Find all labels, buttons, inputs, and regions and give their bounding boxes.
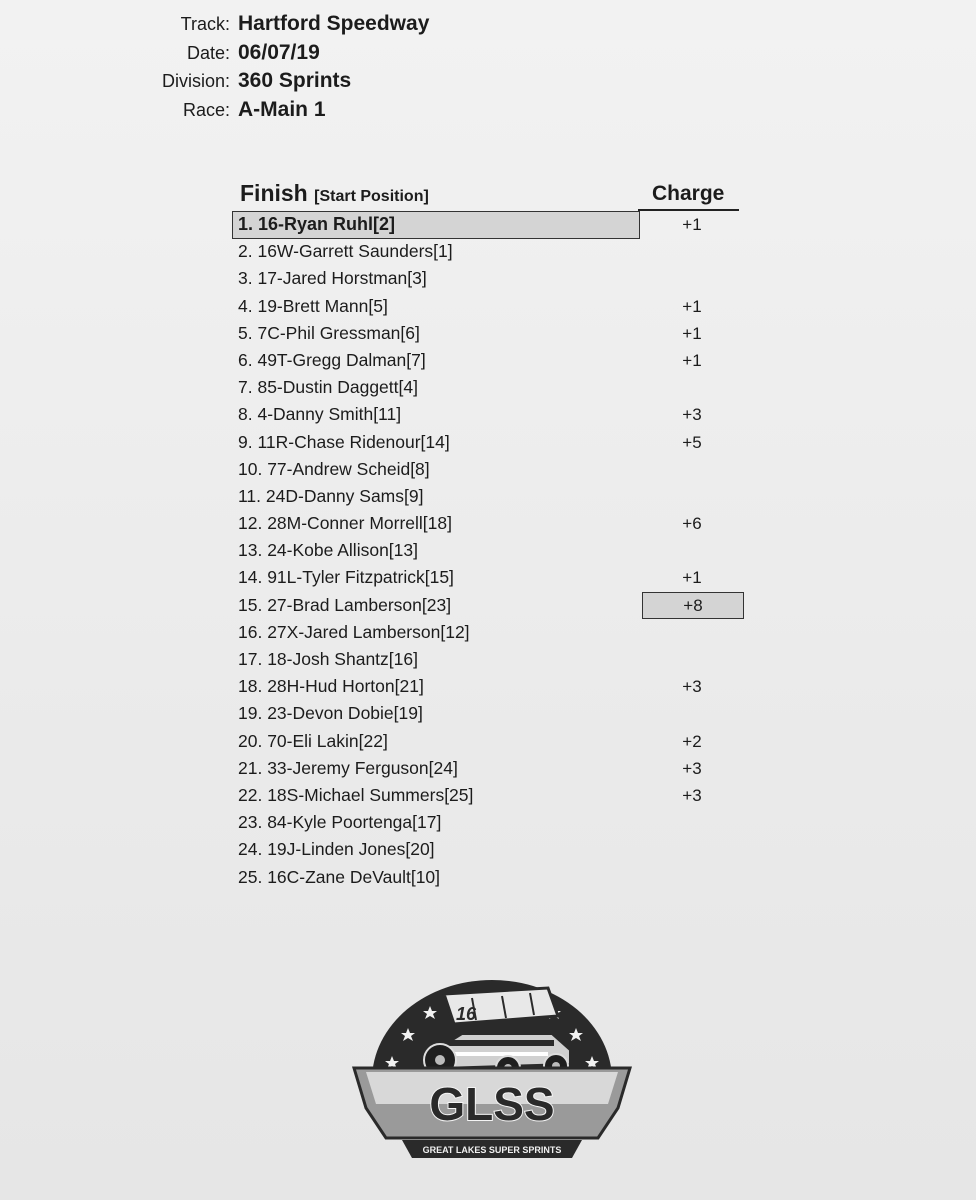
- car-number: 16: [456, 1004, 477, 1024]
- result-driver: 12. 28M-Conner Morrell[18]: [238, 513, 452, 534]
- result-driver: 8. 4-Danny Smith[11]: [238, 404, 402, 425]
- race-info: [150, 12, 550, 126]
- result-row: [232, 238, 752, 265]
- result-driver: 9. 11R-Chase Ridenour[14]: [238, 431, 450, 452]
- result-charge: +3: [682, 677, 702, 697]
- result-charge: +1: [682, 350, 702, 370]
- result-row: [232, 782, 752, 809]
- result-driver: 17. 18-Josh Shantz[16]: [238, 649, 418, 669]
- track-row: [150, 12, 550, 41]
- division-label: Division:: [161, 71, 230, 91]
- results-list: [232, 211, 752, 891]
- result-row: [232, 755, 752, 782]
- result-row: [232, 700, 752, 727]
- result-charge: +2: [682, 731, 702, 751]
- result-driver: 5. 7C-Phil Gressman[6]: [238, 322, 420, 343]
- glss-logo-graphic: [352, 968, 632, 1164]
- result-driver: 3. 17-Jared Horstman[3]: [238, 268, 427, 289]
- result-charge: +3: [682, 785, 702, 805]
- result-row: [232, 293, 752, 320]
- race-value: A-Main 1: [238, 97, 326, 121]
- result-driver: 16. 27X-Jared Lamberson[12]: [238, 621, 470, 642]
- race-row: [150, 98, 550, 127]
- result-driver: 18. 28H-Hud Horton[21]: [238, 676, 424, 697]
- result-charge: +1: [682, 215, 702, 234]
- result-row: [232, 537, 752, 564]
- results-header: [238, 180, 738, 212]
- result-charge: +3: [682, 405, 702, 425]
- result-row: [232, 347, 752, 374]
- result-row: [232, 836, 752, 863]
- hard-charger-value: +8: [642, 592, 744, 619]
- result-row: [232, 809, 752, 836]
- date-label: Date:: [186, 42, 230, 63]
- result-row: [232, 592, 752, 619]
- result-charge: +1: [682, 296, 702, 316]
- result-driver: 10. 77-Andrew Scheid[8]: [238, 458, 430, 479]
- division-row: [150, 69, 550, 98]
- result-row: [232, 320, 752, 347]
- result-row: [232, 646, 752, 673]
- result-charge: +3: [682, 758, 702, 778]
- date-row: [150, 41, 550, 70]
- charge-heading: Charge: [652, 182, 725, 205]
- result-charge: +1: [682, 568, 702, 588]
- finish-heading: [240, 180, 429, 207]
- result-driver: 23. 84-Kyle Poortenga[17]: [238, 812, 442, 833]
- result-driver: 21. 33-Jeremy Ferguson[24]: [238, 757, 458, 778]
- result-driver: 11. 24D-Danny Sams[9]: [238, 485, 424, 506]
- result-row: [232, 265, 752, 292]
- result-driver: 2. 16W-Garrett Saunders[1]: [238, 241, 453, 262]
- result-row: [232, 211, 752, 238]
- result-driver: 14. 91L-Tyler Fitzpatrick[15]: [238, 567, 454, 588]
- result-driver: 1. 16-Ryan Ruhl[2]: [238, 214, 396, 234]
- result-driver: 19. 23-Devon Dobie[19]: [238, 703, 423, 724]
- race-label: Race:: [182, 99, 230, 120]
- result-row: [232, 374, 752, 401]
- result-row: [232, 564, 752, 591]
- date-value: 06/07/19: [238, 40, 320, 64]
- start-position-heading: [Start Position]: [314, 188, 429, 205]
- result-row: [232, 510, 752, 537]
- result-row: [232, 673, 752, 700]
- result-charge: +1: [682, 323, 702, 343]
- result-driver: 13. 24-Kobe Allison[13]: [238, 540, 418, 561]
- track-label: Track:: [180, 14, 230, 34]
- result-charge: +6: [682, 514, 702, 534]
- result-row: [232, 456, 752, 483]
- result-row: [232, 728, 752, 755]
- logo-tagline: GREAT LAKES SUPER SPRINTS: [422, 1145, 562, 1155]
- result-driver: 25. 16C-Zane DeVault[10]: [238, 866, 441, 887]
- result-row: [232, 864, 752, 891]
- result-row: [232, 619, 752, 646]
- result-charge: +5: [682, 432, 702, 452]
- finish-heading-text: Finish: [240, 180, 308, 206]
- glss-logo: [352, 968, 632, 1164]
- result-driver: 22. 18S-Michael Summers[25]: [238, 784, 474, 805]
- result-row: [232, 483, 752, 510]
- track-value: Hartford Speedway: [238, 12, 430, 35]
- result-driver: 20. 70-Eli Lakin[22]: [238, 730, 388, 751]
- result-driver: 15. 27-Brad Lamberson[23]: [238, 594, 452, 615]
- result-driver: 7. 85-Dustin Daggett[4]: [238, 377, 418, 398]
- result-driver: 4. 19-Brett Mann[5]: [238, 295, 388, 316]
- division-value: 360 Sprints: [238, 69, 352, 92]
- result-driver: 6. 49T-Gregg Dalman[7]: [238, 349, 426, 370]
- result-row: [232, 401, 752, 428]
- logo-wordmark: GLSS: [429, 1078, 555, 1130]
- result-row: [232, 429, 752, 456]
- result-driver: 24. 19J-Linden Jones[20]: [238, 839, 435, 860]
